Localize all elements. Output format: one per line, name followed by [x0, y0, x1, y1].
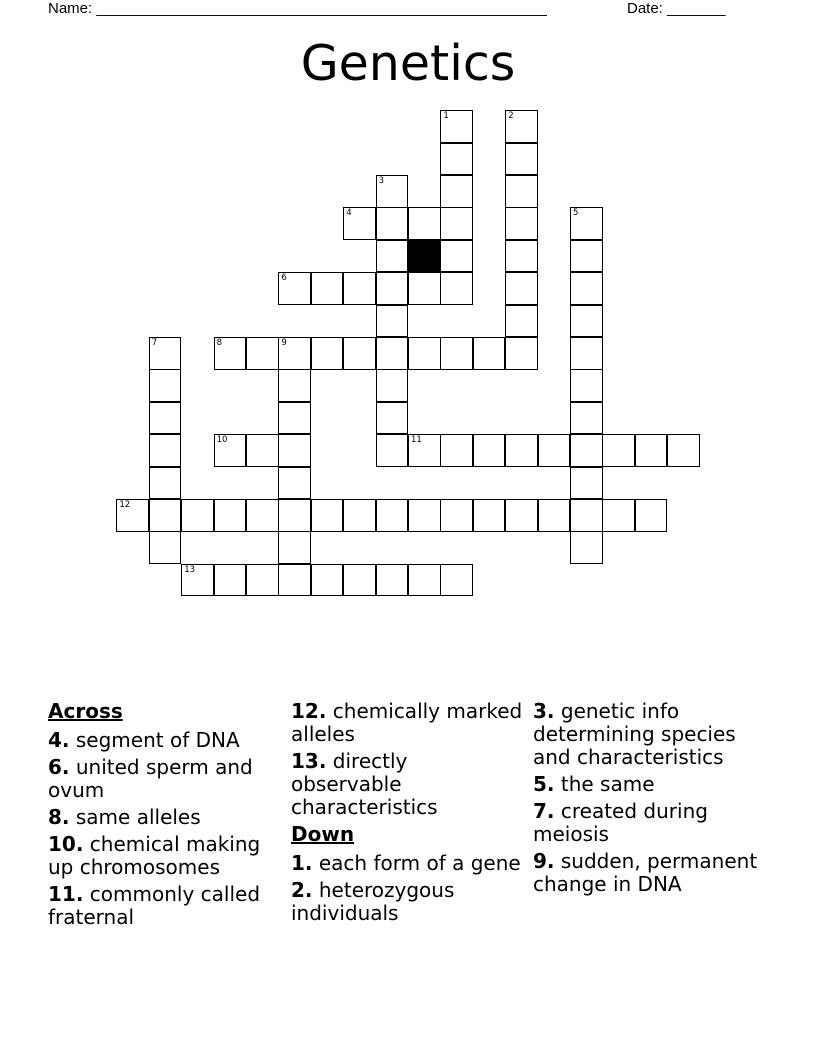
grid-cell[interactable] [408, 434, 441, 467]
grid-cell[interactable] [376, 564, 409, 597]
clue-down-5: 5. the same [533, 772, 655, 796]
grid-cell[interactable] [376, 434, 409, 467]
clue-column-2 [291, 700, 523, 929]
cell-number: 8 [216, 338, 223, 348]
grid-cell[interactable] [570, 305, 603, 338]
clue-down-1: 1. each form of a gene [291, 851, 521, 875]
grid-cell[interactable] [570, 369, 603, 402]
grid-cell[interactable] [505, 143, 538, 176]
grid-cell[interactable] [505, 240, 538, 273]
grid-cell[interactable] [570, 434, 603, 467]
grid-cell[interactable] [149, 531, 182, 564]
grid-cell[interactable] [538, 499, 571, 532]
grid-cell[interactable] [376, 207, 409, 240]
cell-number: 2 [508, 111, 514, 122]
grid-cell[interactable] [667, 434, 700, 467]
grid-cell[interactable] [440, 564, 473, 597]
grid-cell[interactable] [181, 564, 214, 597]
grid-cell[interactable] [635, 434, 668, 467]
grid-cell[interactable] [149, 337, 182, 370]
grid-cell[interactable] [376, 272, 409, 305]
header [48, 0, 748, 20]
page-title: Genetics [300, 35, 516, 92]
clue-down-2: 2. heterozygous individuals [291, 878, 455, 925]
clue-across-12: 12. chemically marked alleles [291, 699, 523, 746]
grid-cell[interactable] [473, 337, 506, 370]
clue-down-9: 9. sudden, permanent change in DNA [533, 849, 758, 896]
grid-cell[interactable] [278, 467, 311, 500]
grid-cell[interactable] [602, 499, 635, 532]
grid-cell[interactable] [376, 402, 409, 435]
cell-number: 13 [184, 564, 196, 575]
grid-cell[interactable] [440, 499, 473, 532]
black-square [408, 240, 441, 273]
clue-across-13: 13. directly observable characteristics [291, 749, 438, 819]
grid-cell[interactable] [570, 240, 603, 273]
grid-cell[interactable] [440, 434, 473, 467]
grid-cell[interactable] [505, 175, 538, 208]
grid-cell[interactable] [570, 337, 603, 370]
grid-cell[interactable] [505, 272, 538, 305]
grid-cell[interactable] [246, 337, 279, 370]
across-heading: Across [48, 699, 123, 723]
clue-column-3 [533, 700, 765, 900]
grid-cell[interactable] [181, 499, 214, 532]
grid-cell[interactable] [278, 337, 311, 370]
grid-cell[interactable] [343, 499, 376, 532]
grid-cell[interactable] [149, 467, 182, 500]
grid-cell[interactable] [505, 337, 538, 370]
grid-cell[interactable] [311, 337, 344, 370]
grid-cell[interactable] [311, 272, 344, 305]
grid-cell[interactable] [505, 499, 538, 532]
cell-number: 12 [119, 500, 131, 510]
grid-cell[interactable] [149, 402, 182, 435]
grid-cell[interactable] [278, 564, 311, 597]
grid-cell[interactable] [505, 305, 538, 338]
grid-cell[interactable] [440, 175, 473, 208]
grid-cell[interactable] [214, 564, 247, 597]
name-field[interactable]: Name: ______________________________________________________ [48, 0, 547, 17]
clue-across-8: 8. same alleles [48, 805, 201, 829]
grid-cell[interactable] [311, 499, 344, 532]
down-heading: Down [291, 822, 355, 846]
cell-number: 7 [151, 338, 158, 348]
grid-cell[interactable] [278, 499, 311, 532]
grid-cell[interactable] [538, 434, 571, 467]
grid-cell[interactable] [570, 207, 603, 240]
grid-cell[interactable] [376, 369, 409, 402]
grid-cell[interactable] [408, 207, 441, 240]
grid-cell[interactable] [570, 531, 603, 564]
cell-number: 1 [443, 111, 449, 122]
grid-cell[interactable] [214, 434, 247, 467]
grid-cell[interactable] [440, 143, 473, 176]
grid-cell[interactable] [505, 434, 538, 467]
grid-cell[interactable] [602, 434, 635, 467]
grid-cell[interactable] [473, 434, 506, 467]
grid-cell[interactable] [570, 467, 603, 500]
cell-number: 9 [281, 338, 287, 348]
grid-cell[interactable] [214, 337, 247, 370]
grid-cell[interactable] [116, 499, 149, 532]
cell-number: 10 [216, 435, 228, 446]
clue-across-11: 11. commonly called fraternal [48, 882, 261, 929]
grid-cell[interactable] [343, 564, 376, 597]
clue-across-6: 6. united sperm and ovum [48, 755, 253, 802]
grid-cell[interactable] [246, 434, 279, 467]
grid-cell[interactable] [376, 499, 409, 532]
grid-cell[interactable] [246, 564, 279, 597]
grid-cell[interactable] [440, 240, 473, 273]
grid-cell[interactable] [570, 272, 603, 305]
grid-cell[interactable] [278, 272, 311, 305]
cell-number: 3 [378, 176, 385, 186]
grid-cell[interactable] [505, 110, 538, 143]
cell-number: 6 [281, 273, 287, 284]
grid-cell[interactable] [214, 499, 247, 532]
grid-cell[interactable] [408, 337, 441, 370]
grid-cell[interactable] [149, 369, 182, 402]
grid-cell[interactable] [440, 110, 473, 143]
grid-cell[interactable] [343, 337, 376, 370]
clue-across-4: 4. segment of DNA [48, 728, 240, 752]
grid-cell[interactable] [278, 434, 311, 467]
grid-cell[interactable] [376, 175, 409, 208]
grid-cell[interactable] [440, 272, 473, 305]
grid-cell[interactable] [408, 272, 441, 305]
grid-cell[interactable] [440, 337, 473, 370]
grid-cell[interactable] [149, 434, 182, 467]
grid-cell[interactable] [473, 499, 506, 532]
grid-cell[interactable] [408, 564, 441, 597]
clue-down-3: 3. genetic info determining species and characteristics [533, 699, 736, 769]
clue-across-10: 10. chemical making up chromosomes [48, 832, 261, 879]
cell-number: 5 [573, 208, 579, 219]
grid-cell[interactable] [246, 499, 279, 532]
grid-cell[interactable] [505, 207, 538, 240]
grid-cell[interactable] [376, 305, 409, 338]
date-field[interactable]: Date: _______ [627, 0, 726, 17]
grid-cell[interactable] [570, 499, 603, 532]
grid-cell[interactable] [440, 207, 473, 240]
grid-cell[interactable] [635, 499, 668, 532]
grid-cell[interactable] [343, 272, 376, 305]
cell-number: 4 [346, 208, 352, 219]
cell-number: 11 [411, 435, 422, 446]
grid-cell[interactable] [311, 564, 344, 597]
clue-column-1 [48, 700, 280, 933]
grid-cell[interactable] [278, 531, 311, 564]
grid-cell[interactable] [376, 337, 409, 370]
grid-cell[interactable] [376, 240, 409, 273]
grid-cell[interactable] [343, 207, 376, 240]
grid-cell[interactable] [278, 369, 311, 402]
grid-cell[interactable] [408, 499, 441, 532]
grid-cell[interactable] [570, 402, 603, 435]
grid-cell[interactable] [149, 499, 182, 532]
grid-cell[interactable] [278, 402, 311, 435]
clue-down-7: 7. created during meiosis [533, 799, 708, 846]
